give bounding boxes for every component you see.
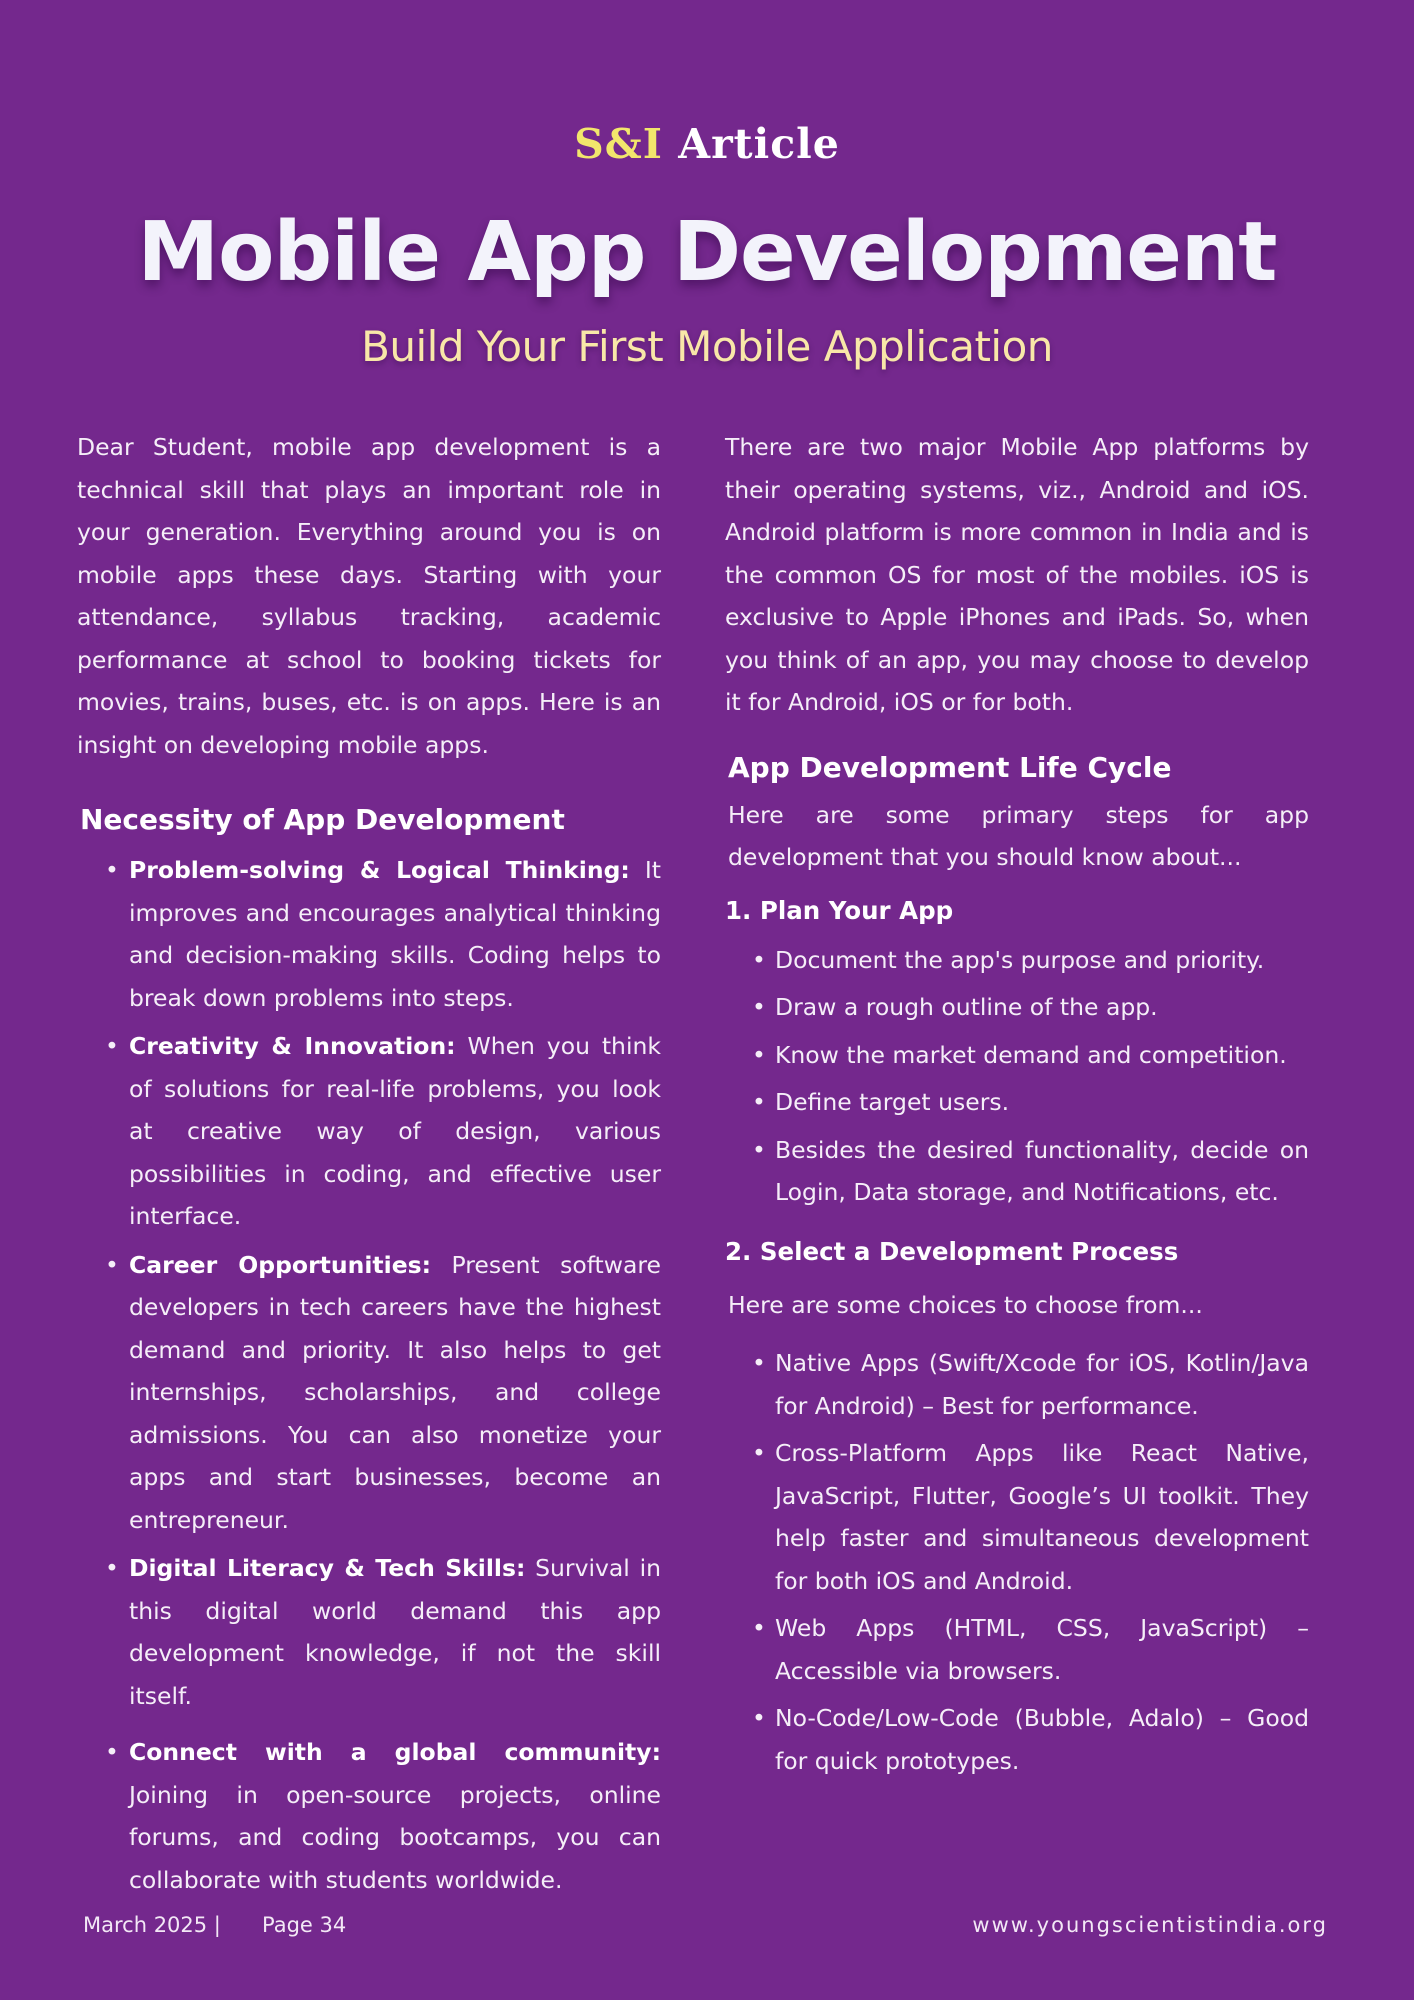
list-item <box>77 1547 661 1717</box>
intro-paragraph: Dear Student, mobile app development is a technical skill that plays an important role in your generation. Everything around you is on mobile apps these days. Starting with your attendance, syllabus tracking, academic performance at school to booking tickets for movies, trains, buses, etc. is on apps. Here is an insight on developing mobile apps. <box>77 433 661 759</box>
list-item <box>725 1034 1309 1077</box>
bullet-icon: • <box>105 1250 119 1279</box>
item-text: No-Code/Low-Code (Bubble, Adalo) – Good for quick prototypes. <box>775 1704 1309 1775</box>
lifecycle-intro: Here are some primary steps for app development that you should know about... <box>728 800 1309 871</box>
step1-heading: 1. Plan Your App <box>725 895 954 925</box>
necessity-list <box>77 849 661 1901</box>
list-item <box>77 1244 661 1542</box>
item-lead: Digital Literacy & Tech Skills: <box>129 1554 526 1582</box>
list-item <box>77 1731 661 1901</box>
bullet-icon: • <box>105 856 119 884</box>
platforms-paragraph: There are two major Mobile App platforms by their operating systems, viz., Android and iOS. Android platform is more common in India and is the common OS for most of the mobiles. iOS is exclusive to Apple iPhones and iPads. So, when you think of an app, you may choose to develop it for Android, iOS or for both. <box>725 433 1309 716</box>
lifecycle-heading: App Development Life Cycle <box>728 750 1172 784</box>
list-item <box>725 1129 1309 1214</box>
step2-list <box>725 1342 1309 1782</box>
left-column <box>77 426 661 1901</box>
bullet-icon: • <box>752 1614 766 1642</box>
page-title: Mobile App Development <box>137 205 1277 300</box>
bullet-icon: • <box>105 1738 119 1766</box>
item-text: Present software developers in tech careers have the highest demand and priority. It also helps to get internships, scholarships, and college admissions. You can also monetize your apps and start businesses, become an entrepreneur. <box>129 1250 661 1534</box>
item-lead: Career Opportunities: <box>129 1250 432 1279</box>
item-text: Web Apps (HTML, CSS, JavaScript) – Accessible via browsers. <box>775 1614 1309 1685</box>
bullet-icon: • <box>105 1032 119 1060</box>
list-item <box>725 1697 1309 1782</box>
item-text: When you think of solutions for real-life problems, you look at creative way of design, various possibilities in coding, and effective user interface. <box>129 1032 661 1230</box>
item-text: Besides the desired functionality, decide on Login, Data storage, and Notifications, etc. <box>775 1135 1309 1206</box>
item-text: Cross-Platform Apps like React Native, JavaScript, Flutter, Google’s UI toolkit. They help faster and simultaneous development for both iOS and Android. <box>775 1439 1309 1595</box>
right-column <box>725 426 1309 1782</box>
footer-website-link[interactable]: www.youngscientistindia.org <box>972 1913 1328 1937</box>
list-item <box>725 1607 1309 1692</box>
item-lead: Creativity & Innovation: <box>129 1032 456 1060</box>
bullet-icon: • <box>752 1088 766 1116</box>
list-item <box>77 1025 661 1238</box>
bullet-icon: • <box>752 1439 766 1467</box>
bullet-icon: • <box>752 1704 766 1732</box>
kicker-label: Article <box>678 120 840 168</box>
bullet-icon: • <box>752 1040 766 1069</box>
item-lead: Connect with a global community: <box>129 1738 661 1766</box>
item-text: Know the market demand and competition. <box>775 1040 1287 1069</box>
footer-date: March 2025 | <box>83 1913 221 1937</box>
item-text: Native Apps (Swift/Xcode for iOS, Kotlin/Java for Android) – Best for performance. <box>775 1349 1309 1420</box>
bullet-icon: • <box>752 1349 766 1377</box>
item-text: Document the app's purpose and priority. <box>775 945 1265 974</box>
list-item <box>725 986 1309 1029</box>
bullet-icon: • <box>752 993 766 1021</box>
step1-list <box>725 939 1309 1214</box>
list-item <box>725 939 1309 982</box>
item-text: It improves and encourages analytical thinking and decision-making skills. Coding helps to break down problems into steps. <box>129 856 661 1012</box>
step2-intro: Here are some choices to choose from... <box>728 1290 1203 1319</box>
list-item <box>725 1081 1309 1124</box>
footer-page-number: Page 34 <box>262 1913 347 1937</box>
item-lead: Problem-solving & Logical Thinking: <box>129 856 630 884</box>
bullet-icon: • <box>105 1554 119 1582</box>
step2-heading: 2. Select a Development Process <box>725 1236 1179 1266</box>
necessity-heading: Necessity of App Development <box>80 803 565 836</box>
list-item <box>77 849 661 1019</box>
bullet-icon: • <box>752 945 766 974</box>
brand-logo: S&I <box>574 120 663 168</box>
list-item <box>725 1432 1309 1602</box>
item-text: Joining in open-source projects, online forums, and coding bootcamps, you can collaborate with students worldwide. <box>129 1780 661 1894</box>
article-kicker <box>0 120 1414 168</box>
item-text: Survival in this digital world demand this app development knowledge, if not the skill itself. <box>129 1554 661 1710</box>
item-text: Draw a rough outline of the app. <box>775 993 1158 1021</box>
item-text: Define target users. <box>775 1088 1010 1116</box>
bullet-icon: • <box>752 1135 766 1164</box>
list-item <box>725 1342 1309 1427</box>
page-subtitle: Build Your First Mobile Application <box>361 322 1053 371</box>
